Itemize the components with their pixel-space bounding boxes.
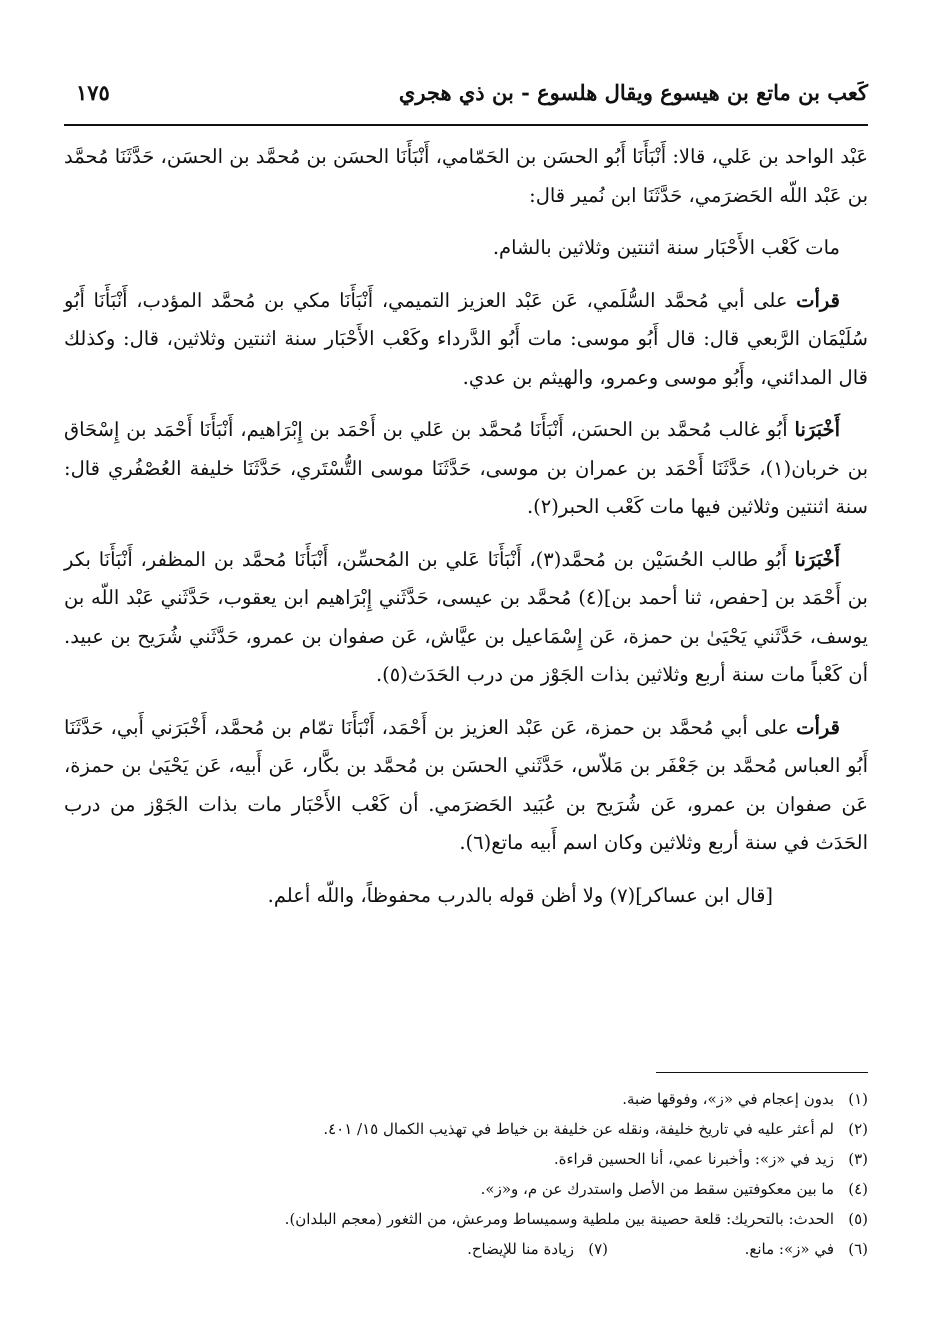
paragraph-text: أَبُو طالب الحُسَيْن بن مُحمَّد(٣)، أَنْبَأَنَا عَلي بن المُحسِّن، أَنْبَأَنَا مُحمَّد بن المظفر، أَنْبَأَنَا بكر بن أَحْمَد بن [حفص، ثنا أحمد بن](٤) مُحمَّد بن عيسى، حَدَّثَني إِبْرَاهيم ابن يعقوب، حَدَّثَني عَبْد اللّه بن يوسف، حَدَّثَني يَحْيَىٰ بن حمزة، عَن إِسْمَاعيل بن عيَّاش، عَن صفوان بن عمرو، حَدَّثَني شُرَيح بن عبيد. أن كَعْباً مات سنة أربع وثلاثين بذات الجَوْز من درب الحَدَث(٥). [64, 547, 868, 686]
footnote-row-6-7 [64, 1234, 868, 1264]
paragraph-lead: قرأت [796, 288, 840, 312]
footnote-number: (٥) [848, 1210, 868, 1228]
paragraph-1 [64, 138, 868, 215]
paragraph-6 [64, 709, 868, 863]
footnote-text: لم أعثر عليه في تاريخ خليفة، ونقله عن خليفة بن خياط في تهذيب الكمال ١٥/ ٤٠١. [323, 1120, 834, 1138]
footnote-4 [64, 1174, 868, 1204]
paragraph-text: عَبْد الواحد بن عَلي، قالا: أَنْبَأَنَا أَبُو الحسَن بن الحَمّامي، أَنْبَأَنَا الحسَن بن مُحمَّد بن الحسَن، حَدَّثَنَا مُحمَّد بن عَبْد اللّه الحَضرَمي، حَدَّثَنَا ابن نُمير قال: [64, 145, 868, 207]
body-text [64, 138, 868, 929]
paragraph-2 [64, 229, 868, 268]
paragraph-3 [64, 282, 868, 398]
footnote-text: زيد في «ز»: وأخبرنا عمي، أنا الحسين قراءة. [553, 1150, 834, 1168]
footnote-number: (٢) [848, 1120, 868, 1138]
footnote-5 [64, 1204, 868, 1234]
paragraph-text: [قال ابن عساكر](٧) ولا أظن قوله بالدرب محفوظاً، واللّه أعلم. [267, 883, 773, 907]
footnote-rule [656, 1072, 868, 1073]
footnotes [64, 1084, 868, 1264]
footnote-text: ما بين معكوفتين سقط من الأصل واستدرك عن م، و«ز». [480, 1180, 834, 1198]
footnote-6 [608, 1234, 868, 1264]
footnote-text: الحدث: بالتحريك: قلعة حصينة بين ملطية وسميساط ومرعش، من الثغور (معجم البلدان). [284, 1210, 834, 1228]
page-number: ١٧٥ [76, 80, 110, 105]
paragraph-lead: قرأت [796, 715, 840, 739]
paragraph-text: على أبي مُحمَّد السُّلَمي، عَن عَبْد العزيز التميمي، أَنْبَأَنَا مكي بن مُحمَّد المؤدب، أَنْبَأَنَا أَبُو سُلَيْمَان الرَّبعي قال: قال أَبُو موسى: مات أَبُو الدَّرداء وكَعْب الأَحْبَار سنة اثنتين وثلاثين، قال: وكذلك قال المدائني، وأَبُو موسى وعمرو، والهيثم بن عدي. [64, 288, 868, 389]
footnote-number: (٧) [588, 1240, 608, 1258]
footnote-text: بدون إعجام في «ز»، وفوقها ضبة. [622, 1090, 834, 1108]
paragraph-lead: أَخْبَرَنا [794, 547, 840, 571]
paragraph-text: مات كَعْب الأَحْبَار سنة اثنتين وثلاثين بالشام. [492, 236, 840, 259]
paragraph-lead: أَخْبَرَنا [794, 418, 840, 441]
footnote-2 [64, 1114, 868, 1144]
paragraph-text: على أبي مُحمَّد بن حمزة، عَن عَبْد العزيز بن أَحْمَد، أَنْبَأَنَا تمّام بن مُحمَّد، أَخْبَرَني أَبي، حَدَّثَنَا أَبُو العباس مُحمَّد بن جَعْفَر بن مَلاّس، حَدَّثَني الحسَن بن مُحمَّد بن بكَّار، عَن أَبيه، عَن يَحْيَىٰ بن حمزة، عَن صفوان بن عمرو، عَن شُرَيح بن عُبَيد الحَضرَمي. أن كَعْب الأَحْبَار مات بذات الجَوْز من درب الحَدَث في سنة أربع وثلاثين وكان اسم أَبيه ماتع(٦). [64, 715, 868, 854]
paragraph-text: أَبُو غالب مُحمَّد بن الحسَن، أَنْبَأَنَا مُحمَّد بن عَلي بن أَحْمَد بن إِبْرَاهيم، أَنْبَأَنَا أَحْمَد بن إِسْحَاق بن خربان(١)، حَدَّثَنَا أَحْمَد بن عمران بن موسى، حَدَّثَنَا موسى التُّسْتَري، حَدَّثَنَا خليفة العُصْفُري قال: سنة اثنتين وثلاثين فيها مات كَعْب الحبر(٢). [64, 418, 868, 518]
header-rule [64, 124, 868, 126]
running-header [64, 66, 868, 122]
footnote-number: (٦) [848, 1240, 868, 1258]
footnote-number: (٣) [848, 1150, 868, 1168]
paragraph-7 [64, 877, 868, 916]
footnote-7 [348, 1234, 608, 1264]
footnote-1 [64, 1084, 868, 1114]
footnote-3 [64, 1144, 868, 1174]
paragraph-4 [64, 411, 868, 527]
footnote-number: (٤) [848, 1180, 868, 1198]
paragraph-5 [64, 541, 868, 695]
footnote-text: زيادة منا للإيضاح. [467, 1240, 574, 1258]
footnote-text: في «ز»: مانع. [744, 1240, 834, 1258]
running-title: كَعب بن ماتع بن هيسوع ويقال هلسوع - بن ذي هجري [398, 80, 868, 105]
footnote-number: (١) [848, 1090, 868, 1108]
